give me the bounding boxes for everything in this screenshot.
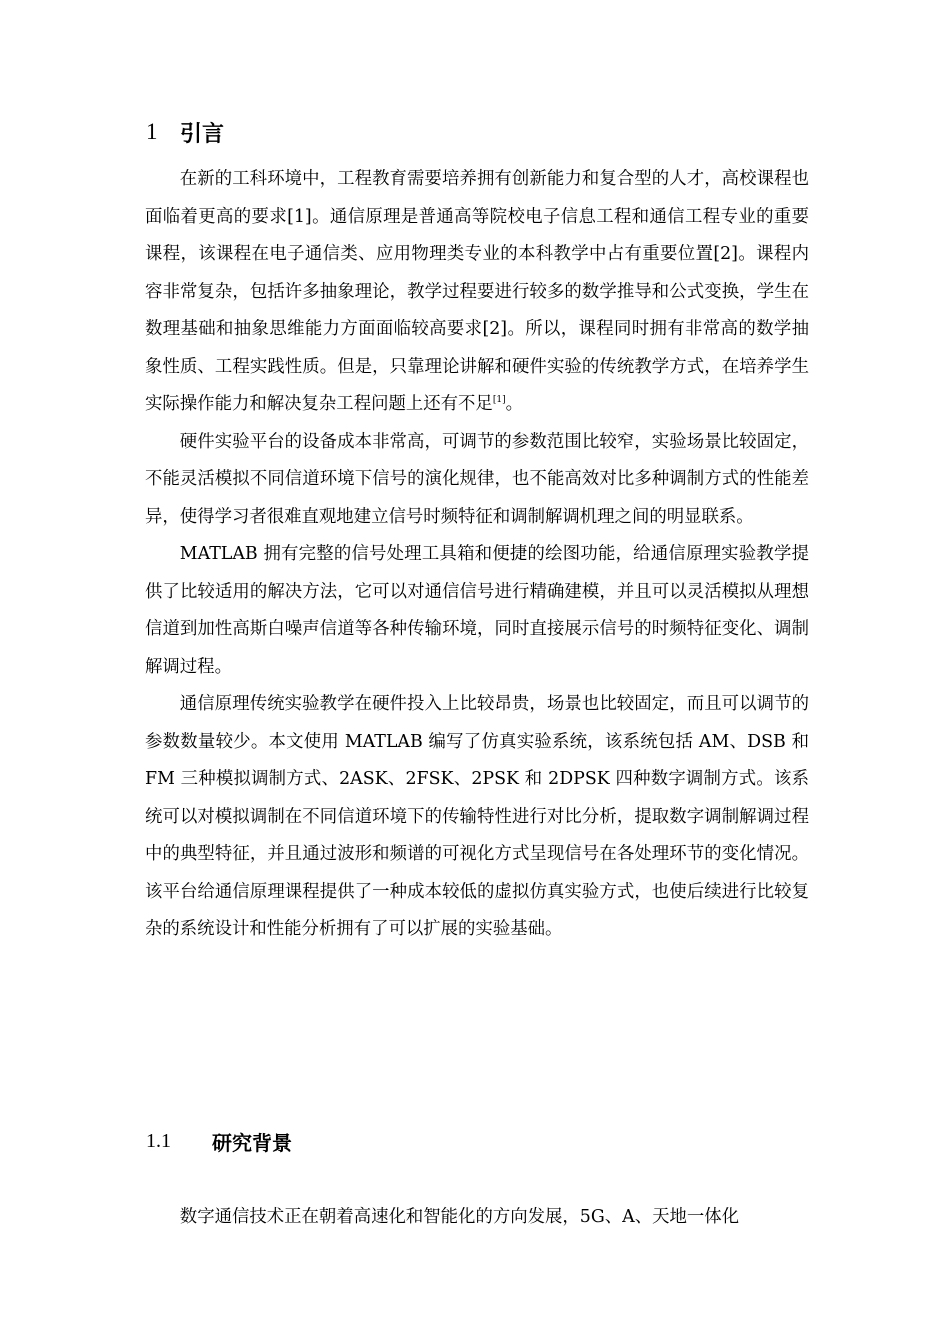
body-paragraph: 数字通信技术正在朝着高速化和智能化的方向发展，5G、A、天地一体化 bbox=[179, 1207, 740, 1227]
section-body bbox=[145, 161, 809, 949]
body-paragraph: 通信原理传统实验教学在硬件投入上比较昂贵，场景也比较固定，而且可以调节的参数数量较少。本文使用 MATLAB 编写了仿真实验系统，该系统包括 AM、DSB 和 FM 三种模拟调制方式、2ASK、2FSK、2PSK 和 2DPSK 四种数字调制方式。该系统可以对模拟调制在不同信道环境下的传输特性进行对比分析，提取数字调制解调过程中的典型特征，并且通过波形和频谱的可视化方式呈现信号在各处理环节的变化情况。该平台给通信原理课程提供了一种成本较低的虚拟仿真实验方式，也使后续进行比较复杂的系统设计和性能分析拥有了可以扩展的实验基础。 bbox=[145, 694, 809, 939]
subsection-heading bbox=[146, 1126, 292, 1156]
section-number: 1 bbox=[146, 119, 158, 144]
citation-marker[interactable]: [1] bbox=[492, 395, 506, 405]
subsection-body bbox=[145, 1199, 809, 1237]
body-paragraph: MATLAB 拥有完整的信号处理工具箱和便捷的绘图功能，给通信原理实验教学提供了比较适用的解决方法，它可以对通信信号进行精确建模，并且可以灵活模拟从理想信道到加性高斯白噪声信道等各种传输环境，同时直接展示信号的时频特征变化、调制解调过程。 bbox=[145, 544, 809, 677]
subsection-number: 1.1 bbox=[146, 1129, 171, 1152]
body-paragraph: 在新的工科环境中，工程教育需要培养拥有创新能力和复合型的人才，高校课程也面临着更高的要求[1]。通信原理是普通高等院校电子信息工程和通信工程专业的重要课程，该课程在电子通信类、应用物理类专业的本科教学中占有重要位置[2]。课程内容非常复杂，包括许多抽象理论，教学过程要进行较多的数学推导和公式变换，学生在数理基础和抽象思维能力方面面临较高要求[2]。所以，课程同时拥有非常高的数学抽象性质、工程实践性质。但是，只靠理论讲解和硬件实验的传统教学方式，在培养学生实际操作能力和解决复杂工程问题上还有不足[1]。 bbox=[145, 169, 809, 414]
section-title: 引言 bbox=[180, 121, 225, 147]
subsection-title: 研究背景 bbox=[212, 1130, 292, 1155]
body-paragraph: 硬件实验平台的设备成本非常高，可调节的参数范围比较窄，实验场景比较固定，不能灵活模拟不同信道环境下信号的演化规律，也不能高效对比多种调制方式的性能差异，使得学习者很难直观地建立信号时频特征和调制解调机理之间的明显联系。 bbox=[145, 431, 809, 527]
section-heading bbox=[146, 116, 224, 148]
